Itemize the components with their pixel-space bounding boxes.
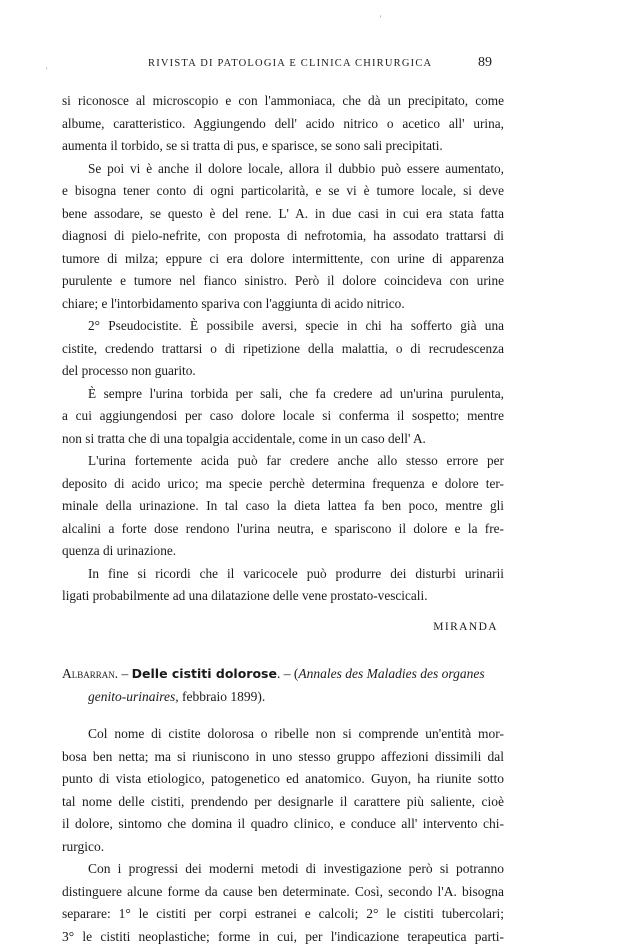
- text-line: In fine si ricordi che il varicocele può produrre dei disturbi urinarii: [62, 563, 504, 586]
- text-line: bosa ben netta; ma si riuniscono in uno stesso gruppo affezioni dissimili dal: [62, 746, 504, 769]
- text-line: tumore di milza; eppure ci era dolore intermittente, con urine di apparenza: [62, 248, 504, 271]
- text-line: punto di vista etiologico, patogenetico ed anatomico. Guyon, ha riunite sotto: [62, 768, 504, 791]
- text-line: Se poi vi è anche il dolore locale, allora il dubbio può essere aumentato,: [62, 158, 504, 181]
- text-line: quenza di urinazione.: [62, 540, 504, 563]
- text-line: non si tratta che di una topalgia accidentale, come in un caso dell' A.: [62, 428, 504, 451]
- review-journal: Annales des Maladies des organes: [298, 666, 484, 681]
- text-line: alcalini a forte dose rendono l'urina neutra, e spariscono il dolore e la fre-: [62, 518, 504, 541]
- page-number: 89: [478, 55, 492, 71]
- review-title: Delle cistiti dolorose: [132, 666, 277, 681]
- review-journal-cont: genito-urinaires,: [88, 689, 179, 704]
- text-line: distinguere alcune forme da cause ben determinate. Così, secondo l'A. bisogna: [62, 881, 504, 904]
- text-line: chiare; e l'intorbidamento spariva con l'aggiunta di acido nitrico.: [62, 293, 504, 316]
- text-line: 3° le cistiti neoplastiche; forme in cui, per l'indicazione terapeutica parti-: [62, 926, 504, 948]
- section-continuation: [62, 90, 504, 638]
- text-line: bene assodare, se questo è del rene. L' A. in due casi in cui era stata fatta: [62, 203, 504, 226]
- text-line: separare: 1° le cistiti per corpi estranei e calcoli; 2° le cistiti tubercolari;: [62, 903, 504, 926]
- text-line: diagnosi di pielo-nefrite, con proposta di nefrotomia, ha assodato trattarsi di: [62, 225, 504, 248]
- text-line: tal nome delle cistiti, prendendo per designarle il carattere più saliente, cioè: [62, 791, 504, 814]
- text-line: a cui aggiungendosi per caso dolore locale si conferma il sospetto; mentre: [62, 405, 504, 428]
- running-header: RIVISTA DI PATOLOGIA E CLINICA CHIRURGICA: [148, 58, 498, 69]
- text-line: rurgico.: [62, 836, 504, 859]
- review-heading: [62, 663, 504, 686]
- text-line: Con i progressi dei moderni metodi di investigazione però si potranno: [62, 858, 504, 881]
- text-line: e bisogna tener conto di ogni particolarità, e se vi è tumore locale, si deve: [62, 180, 504, 203]
- spacer: [62, 708, 504, 723]
- text-line: 2° Pseudocistite. È possibile aversi, specie in chi ha sofferto già una: [62, 315, 504, 338]
- review-date: febbraio 1899).: [179, 689, 266, 704]
- text-line: cistite, credendo trattarsi o di ripetizione della malattia, o di recrudescenza: [62, 338, 504, 361]
- text-line: albume, caratteristico. Aggiungendo dell' acido nitrico o acetico all' urina,: [62, 113, 504, 136]
- text-line: È sempre l'urina torbida per sali, che fa credere ad un'urina purulenta,: [62, 383, 504, 406]
- article-body: [62, 90, 504, 948]
- scan-speck: ': [46, 66, 47, 75]
- text-line: minale della urinazione. In tal caso la dieta lattea fa ben poco, mentre gli: [62, 495, 504, 518]
- review-author: Albarran: [62, 666, 115, 681]
- text-line: deposito di acido urico; ma specie perchè determina frequenza e dolore ter-: [62, 473, 504, 496]
- text-line: il dolore, sintomo che domina il quadro clinico, e conduce all' intervento chi-: [62, 813, 504, 836]
- text-line: L'urina fortemente acida può far credere anche allo stesso errore per: [62, 450, 504, 473]
- review-separator: . – (: [277, 666, 298, 681]
- review-heading-cont: [62, 686, 504, 709]
- scan-speck: ': [380, 14, 381, 23]
- review-entry: [62, 663, 504, 948]
- signature: MIRANDA: [62, 616, 504, 639]
- text-line: purulente e tumore nel fianco sinistro. Però il dolore coincideva con urine: [62, 270, 504, 293]
- text-line: si riconosce al microscopio e con l'ammoniaca, che dà un precipitato, come: [62, 90, 504, 113]
- text-line: del processo non guarito.: [62, 360, 504, 383]
- text-line: ligati probabilmente ad una dilatazione delle vene prostato-vescicali.: [62, 585, 504, 608]
- text-line: Col nome di cistite dolorosa o ribelle non si comprende un'entità mor-: [62, 723, 504, 746]
- review-separator: . –: [115, 666, 129, 681]
- text-line: aumenta il torbido, se si tratta di pus, e sparisce, se sono sali precipitati.: [62, 135, 504, 158]
